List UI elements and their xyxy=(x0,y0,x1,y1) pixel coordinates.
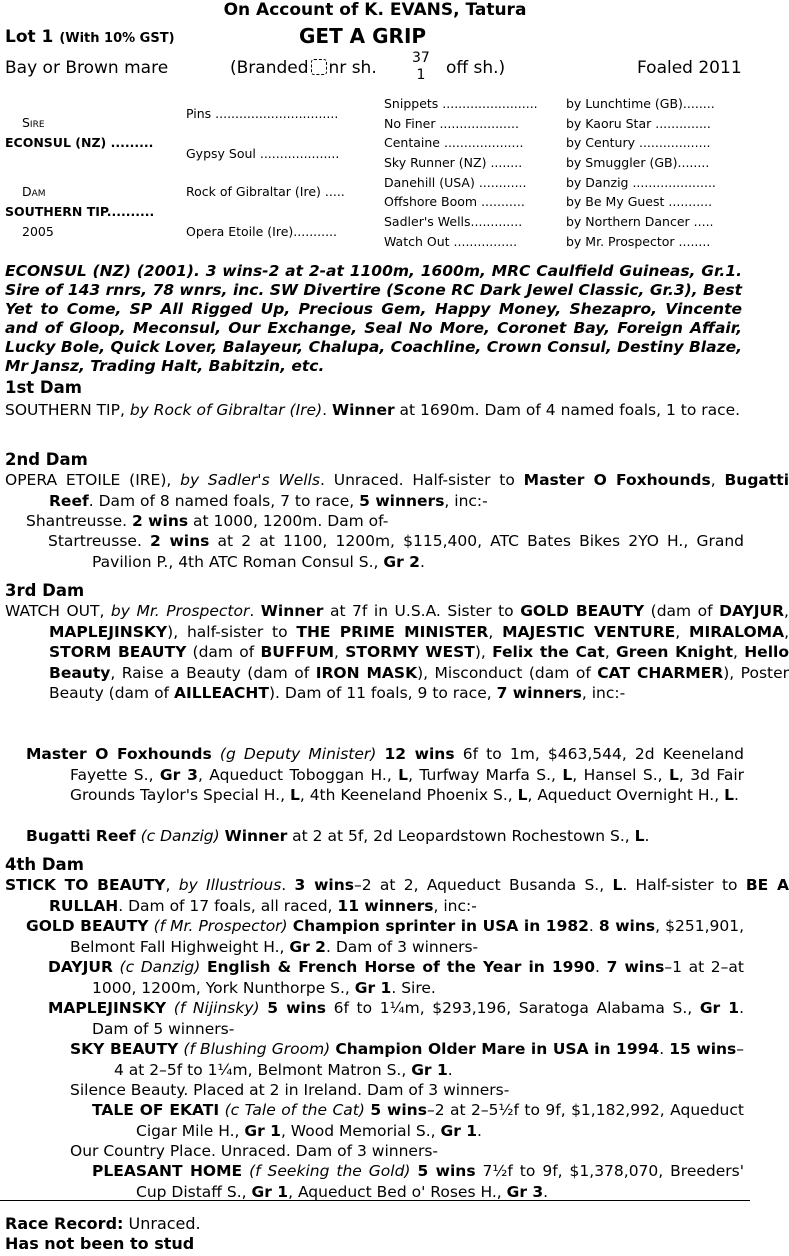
dam2-text: OPERA ETOILE (IRE), by Sadler's Wells. Unraced. Half-sister to Master O Foxhounds, Bugatti Reef. Dam of 8 named foals, 7 to race, 5 winners, inc:- xyxy=(5,471,789,510)
g3-sire-2: by Kaoru Star .............. xyxy=(566,116,711,131)
g3-sire-7: by Northern Dancer ..... xyxy=(566,214,714,229)
sire-summary: ECONSUL (NZ) (2001). 3 wins-2 at 2-at 1100m, 1600m, MRC Caulfield Guineas, Gr.1. Sire of 143 rnrs, 78 wnrs, inc. SW Divertire (Scone RC Dark Jewel Classic, Gr.3), Best Yet to Come, SP All Rigged Up, Precious Gem, Happy Money, Shezapro, Vincente and of Gloop, Meconsul, Our Exchange, Seal No More, Coronet Bay, Foreign Affair, Lucky Bole, Quick Lover, Balayeur, Chalupa, Coachline, Crown Consul, Destiny Blaze, Mr Jansz, Trading Halt, Babitzin, etc. xyxy=(5,262,742,375)
footer-divider xyxy=(0,1200,750,1201)
g3-2: No Finer .................... xyxy=(384,116,519,131)
progeny-sky-beauty: SKY BEAUTY (f Blushing Groom) Champion Older Mare in USA in 1994. 15 wins–4 at 2–5f to 1¼m, Belmont Matron S., Gr 1. xyxy=(70,1040,745,1079)
g3-8: Watch Out ................ xyxy=(384,234,518,249)
section-3rd-dam: 3rd Dam xyxy=(5,581,85,600)
g3-6: Offshore Boom ........... xyxy=(384,194,525,209)
dam3-text: WATCH OUT, by Mr. Prospector. Winner at 7f in U.S.A. Sister to GOLD BEAUTY (dam of DAYJUR, MAPLEJINSKY), half-sister to THE PRIME MINISTER, MAJESTIC VENTURE, MIRALOMA, STORM BEAUTY (dam of BUFFUM, STORMY WEST), Felix the Cat, Green Knight, Hello Beauty, Raise a Beauty (dam of IRON MASK), Misconduct (dam of CAT CHARMER), Poster Beauty (dam of AILLEACHT). Dam of 11 foals, 9 to race, 7 winners, inc:- xyxy=(5,602,789,702)
dam3-progeny-2: Bugatti Reef (c Danzig) Winner at 2 at 5f, 2d Leopardstown Rochestown S., L. xyxy=(26,827,650,845)
progeny-maplejinsky: MAPLEJINSKY (f Nijinsky) 5 wins 6f to 1¼m, $293,196, Saratoga Alabama S., Gr 1. Dam of 5 winners- xyxy=(48,999,744,1038)
sire-label: Sire xyxy=(22,115,45,130)
progeny-our-country-place: Our Country Place. Unraced. Dam of 3 winners- xyxy=(70,1142,439,1160)
g2-sire-dam: Gypsy Soul .................... xyxy=(186,146,340,161)
dam-label: Dam xyxy=(22,184,46,199)
foaled-year: Foaled 2011 xyxy=(637,58,742,78)
g3-sire-8: by Mr. Prospector ........ xyxy=(566,234,711,249)
dam-year: 2005 xyxy=(22,224,54,239)
g3-7: Sadler's Wells............. xyxy=(384,214,523,229)
progeny-dayjur: DAYJUR (c Danzig) English & French Horse of the Year in 1990. 7 wins–1 at 2–at 1000, 1200m, York Nunthorpe S., Gr 1. Sire. xyxy=(48,958,744,997)
brand-fraction: 37 1 xyxy=(412,50,430,83)
brand-end: off sh.) xyxy=(446,58,506,78)
colour-sex: Bay or Brown mare xyxy=(5,58,169,78)
progeny-tale-of-ekati: TALE OF EKATI (c Tale of the Cat) 5 wins–2 at 2–5½f to 9f, $1,182,992, Aqueduct Cigar Mile H., Gr 1, Wood Memorial S., Gr 1. xyxy=(92,1101,744,1140)
section-2nd-dam: 2nd Dam xyxy=(5,450,88,469)
g3-sire-3: by Century .................. xyxy=(566,135,711,150)
horse-name: GET A GRIP xyxy=(299,24,427,48)
consignor-title: On Account of K. EVANS, Tatura xyxy=(223,0,527,20)
brand-icon xyxy=(311,59,327,75)
brand-text: (Branded nr sh. xyxy=(230,58,377,78)
section-1st-dam: 1st Dam xyxy=(5,378,82,397)
progeny-pleasant-home: PLEASANT HOME (f Seeking the Gold) 5 wins 7½f to 9f, $1,378,070, Breeders' Cup Distaff S., Gr 1, Aqueduct Bed o' Roses H., Gr 3. xyxy=(92,1162,744,1201)
g3-sire-6: by Be My Guest ........... xyxy=(566,194,713,209)
g2-sire-sire: Pins ............................... xyxy=(186,106,339,121)
g2-dam-dam: Opera Etoile (Ire)........... xyxy=(186,224,338,239)
g3-sire-1: by Lunchtime (GB)........ xyxy=(566,96,715,111)
lot-number: Lot 1 (With 10% GST) xyxy=(5,27,175,47)
section-4th-dam: 4th Dam xyxy=(5,855,84,874)
dam4-progeny-gold-beauty: GOLD BEAUTY (f Mr. Prospector) Champion sprinter in USA in 1982. 8 wins, $251,901, Belmont Fall Highweight H., Gr 2. Dam of 3 winners- xyxy=(26,917,745,956)
stud-record: Has not been to stud xyxy=(5,1234,195,1253)
dam2-progeny-2: Startreusse. 2 wins at 2 at 1100, 1200m, $115,400, ATC Bates Bikes 2YO H., Grand Pavilion P., 4th ATC Roman Consul S., Gr 2. xyxy=(48,532,744,571)
progeny-silence-beauty: Silence Beauty. Placed at 2 in Ireland. Dam of 3 winners- xyxy=(70,1081,510,1099)
dam3-progeny-1: Master O Foxhounds (g Deputy Minister) 12 wins 6f to 1m, $463,544, 2d Keeneland Fayette S., Gr 3, Aqueduct Toboggan H., L, Turfway Marfa S., L, Hansel S., L, 3d Fair Grounds Taylor's Special H., L, 4th Keeneland Phoenix S., L, Aqueduct Overnight H., L. xyxy=(26,745,745,804)
dam4-text: STICK TO BEAUTY, by Illustrious. 3 wins–2 at 2, Aqueduct Busanda S., L. Half-sister to BE A RULLAH. Dam of 17 foals, all raced, 11 winners, inc:- xyxy=(5,876,789,915)
g3-sire-5: by Danzig ..................... xyxy=(566,175,716,190)
dam2-progeny-1: Shantreusse. 2 wins at 1000, 1200m. Dam of- xyxy=(26,512,389,530)
dam-name: SOUTHERN TIP.......... xyxy=(5,204,155,219)
g3-1: Snippets ........................ xyxy=(384,96,538,111)
g3-sire-4: by Smuggler (GB)........ xyxy=(566,155,710,170)
g2-dam-sire: Rock of Gibraltar (Ire) ..... xyxy=(186,184,345,199)
race-record: Race Record: Unraced. xyxy=(5,1214,201,1233)
sire-name: ECONSUL (NZ) ......... xyxy=(5,135,154,150)
dam1-text: SOUTHERN TIP, by Rock of Gibraltar (Ire). Winner at 1690m. Dam of 4 named foals, 1 to race. xyxy=(5,401,741,419)
g3-4: Sky Runner (NZ) ........ xyxy=(384,155,523,170)
g3-5: Danehill (USA) ............ xyxy=(384,175,527,190)
g3-3: Centaine .................... xyxy=(384,135,524,150)
